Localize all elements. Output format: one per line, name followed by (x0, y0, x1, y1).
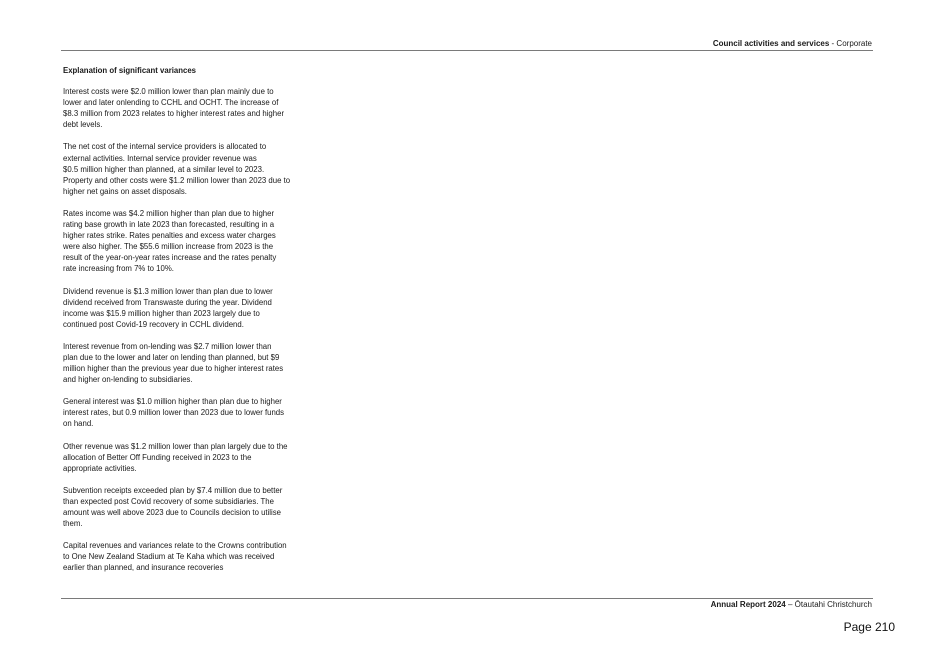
paragraph (63, 286, 313, 330)
paragraph (63, 540, 313, 573)
header-divider (61, 50, 873, 51)
paragraph-line: amount was well above 2023 due to Councils decision to utilise (63, 508, 282, 517)
paragraph-line: debt levels. (63, 120, 103, 130)
paragraph-line: appropriate activities. (63, 463, 137, 473)
paragraph-line: Rates income was $4.2 million higher than plan due to higher (63, 208, 275, 218)
paragraph-line: Capital revenues and variances relate to the Crowns contribution (63, 541, 287, 551)
paragraph-line: them. (63, 519, 83, 529)
paragraph-line: external activities. Internal service provider revenue was (63, 153, 257, 163)
paragraph-line: income was $15.9 million higher than 2023 largely due to (63, 308, 260, 318)
running-header (713, 39, 872, 48)
paragraph-line: to One New Zealand Stadium at Te Kaha which was received (63, 552, 275, 562)
page-number: Page 210 (843, 620, 895, 634)
paragraph-line: were also higher. The $55.6 million increase from 2023 is the (63, 242, 274, 252)
paragraph (63, 396, 313, 429)
footer-report-subtitle: – Ōtautahi Christchurch (785, 600, 872, 609)
paragraph-line: interest rates, but 0.9 million lower than 2023 due to lower funds (63, 408, 285, 418)
main-content (63, 65, 313, 584)
paragraph-line: plan due to the lower and later on lending than planned, but $9 (63, 352, 280, 362)
paragraph-line: rate increasing from 7% to 10%. (63, 264, 174, 274)
paragraph-line: Property and other costs were $1.2 million lower than 2023 due to (63, 175, 291, 185)
paragraph-line: lower and later onlending to CCHL and OCHT. The increase of (63, 98, 279, 108)
section-heading: Explanation of significant variances (63, 66, 197, 75)
paragraph-line: higher net gains on asset disposals. (63, 186, 187, 196)
footer-report-title: Annual Report 2024 (710, 600, 786, 609)
paragraph-line: dividend received from Transwaste during the year. Dividend (63, 297, 272, 307)
paragraph (63, 86, 313, 130)
paragraph-line: $0.5 million higher than planned, at a similar level to 2023. (63, 164, 265, 174)
paragraph-line: Other revenue was $1.2 million lower than plan largely due to the (63, 441, 288, 451)
paragraph-line: Dividend revenue is $1.3 million lower than plan due to lower (63, 286, 273, 296)
paragraph-line: rating base growth in late 2023 than forecasted, resulting in a (63, 220, 275, 230)
paragraph-line: result of the year-on-year rates increase and the rates penalty (63, 253, 277, 263)
paragraph-line: earlier than planned, and insurance recoveries (63, 563, 224, 573)
running-footer (711, 600, 872, 609)
paragraph-line: Interest costs were $2.0 million lower than plan mainly due to (63, 87, 274, 97)
paragraph-line: than expected post Covid recovery of some subsidiaries. The (63, 496, 274, 506)
paragraph-line: Subvention receipts exceeded plan by $7.4 million due to better (63, 485, 283, 495)
paragraph (63, 441, 313, 474)
header-section-subtitle: - Corporate (829, 39, 872, 48)
paragraph-line: The net cost of the internal service providers is allocated to (63, 142, 267, 152)
paragraph-line: General interest was $1.0 million higher than plan due to higher (63, 397, 282, 407)
header-section-title: Council activities and services (712, 39, 830, 48)
paragraph (63, 341, 313, 385)
paragraph-line: higher rates strike. Rates penalties and excess water charges (63, 231, 276, 241)
paragraph (63, 208, 313, 275)
paragraph-line: Interest revenue from on-lending was $2.7 million lower than (63, 341, 272, 351)
paragraph-line: and higher on-lending to subsidiaries. (63, 375, 193, 385)
paragraph-line: on hand. (63, 419, 94, 429)
paragraph (63, 141, 313, 196)
paragraph (63, 485, 313, 529)
footer-divider (61, 598, 873, 599)
paragraph-line: million higher than the previous year due to higher interest rates (63, 364, 284, 374)
paragraph-line: allocation of Better Off Funding received in 2023 to the (63, 452, 252, 462)
paragraph-list (63, 86, 313, 573)
paragraph-line: $8.3 million from 2023 relates to higher interest rates and higher (63, 109, 285, 119)
paragraph-line: continued post Covid-19 recovery in CCHL dividend. (63, 319, 244, 329)
